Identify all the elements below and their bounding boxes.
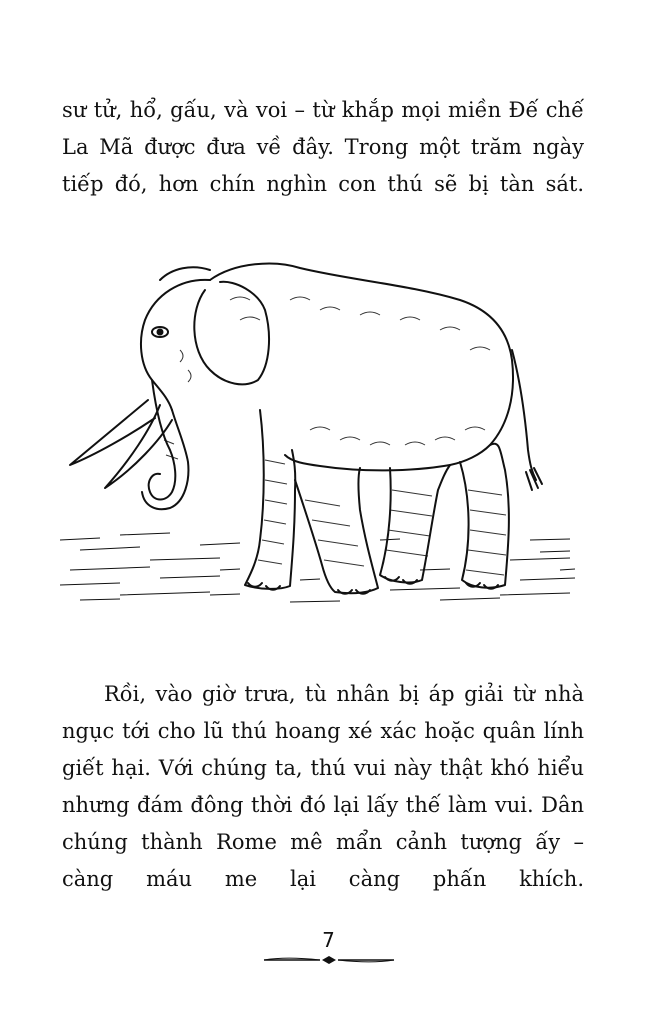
ornament-rule xyxy=(262,954,396,966)
text-line: tiếp đó, hơn chín nghìn con thú sẽ bị tàn sát. xyxy=(62,172,584,196)
elephant-illustration xyxy=(60,240,580,610)
text-line: La Mã được đưa về đây. Trong một trăm ngày xyxy=(62,135,584,159)
paragraph-2 xyxy=(62,676,584,898)
paragraph-1 xyxy=(62,92,584,203)
text-line: chúng thành Rome mê mẩn cảnh tượng ấy – xyxy=(62,830,584,854)
page-number: 7 xyxy=(322,928,335,952)
text-line: giết hại. Với chúng ta, thú vui này thật khó hiểu xyxy=(62,756,584,780)
text-line: ngục tới cho lũ thú hoang xé xác hoặc quân lính xyxy=(62,719,584,743)
text-line: Rồi, vào giờ trưa, tù nhân bị áp giải từ nhà xyxy=(104,682,584,706)
text-line: sư tử, hổ, gấu, và voi – từ khắp mọi miền Đế chế xyxy=(62,98,584,122)
text-line: nhưng đám đông thời đó lại lấy thế làm vui. Dân xyxy=(62,793,584,817)
text-line: càng máu me lại càng phấn khích. xyxy=(62,867,584,891)
